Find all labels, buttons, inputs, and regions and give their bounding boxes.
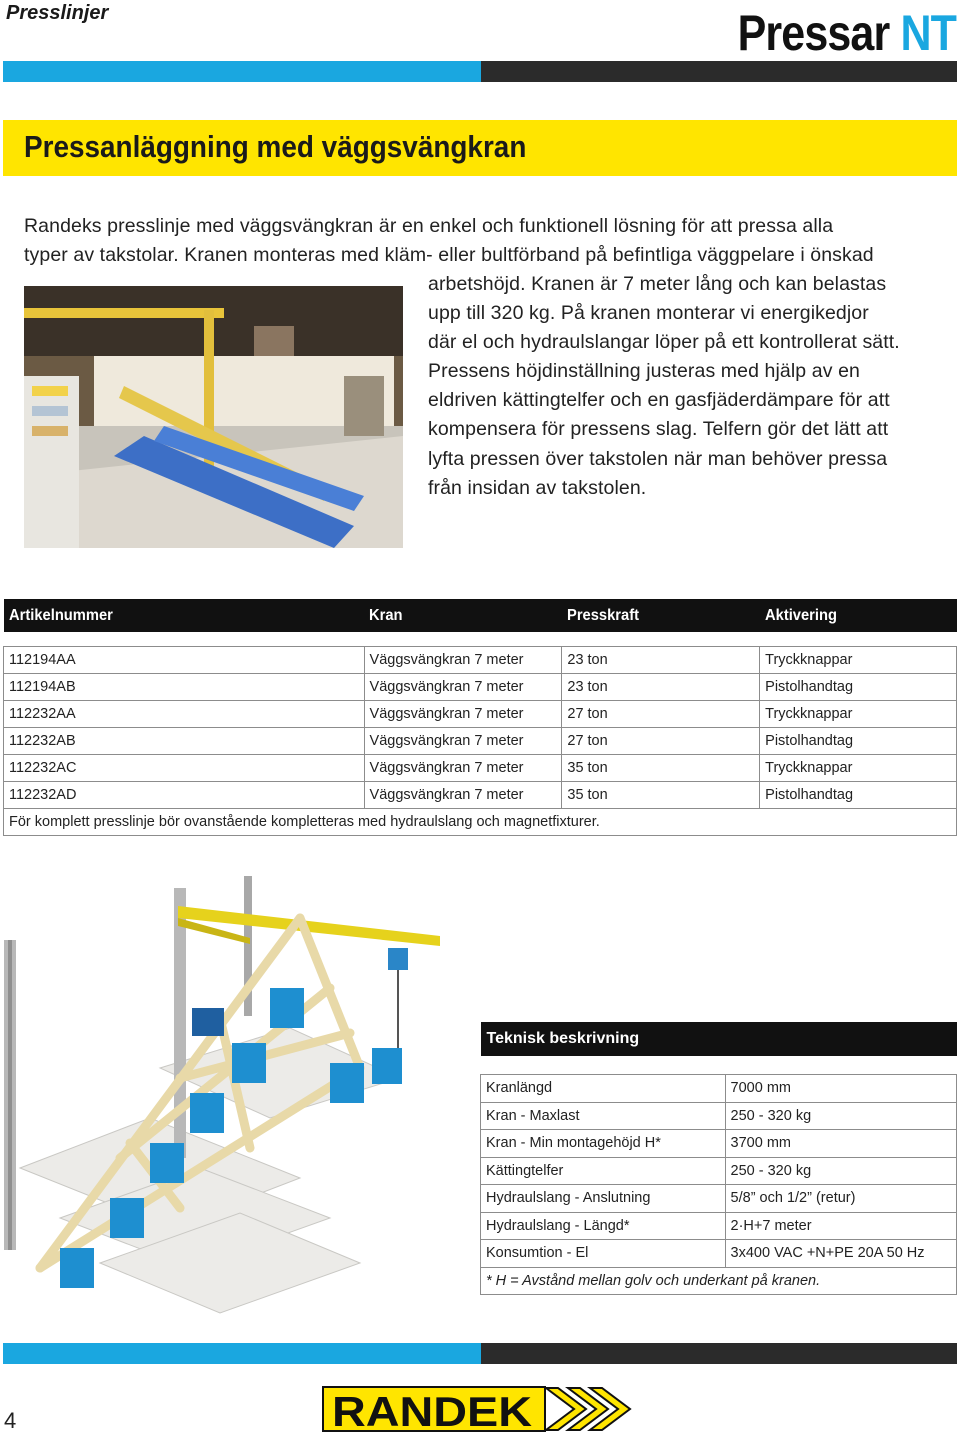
table-cell: 112232AC xyxy=(4,755,365,782)
table-cell: Pistolhandtag xyxy=(760,674,957,701)
table-cell: Väggsvängkran 7 meter xyxy=(364,782,562,809)
tech-spec-label: Kättingtelfer xyxy=(481,1157,726,1185)
table-cell: Väggsvängkran 7 meter xyxy=(364,755,562,782)
tech-spec-header xyxy=(481,1022,957,1056)
column-header xyxy=(364,599,562,632)
tech-spec-label: Hydraulslang - Anslutning xyxy=(481,1185,726,1213)
spec-table xyxy=(3,599,957,836)
intro-line: Randeks presslinje med väggsvängkran är en enkel och funktionell lösning för att pressa alla xyxy=(24,215,834,237)
table-cell: Pistolhandtag xyxy=(760,728,957,755)
tech-spec-note: * H = Avstånd mellan golv och underkant på kranen. xyxy=(481,1267,957,1295)
table-row xyxy=(4,647,957,674)
intro-line: från insidan av takstolen. xyxy=(428,477,647,499)
tech-spec-label: Hydraulslang - Längd* xyxy=(481,1212,726,1240)
brand-title-accent: NT xyxy=(900,5,956,61)
table-row xyxy=(4,755,957,782)
intro-line: kompensera för pressens slag. Telfern gör det lätt att xyxy=(428,418,889,440)
intro-line: typer av takstolar. Kranen monteras med kläm- eller bultförband på befintliga väggpelare i önskad xyxy=(24,244,874,266)
tech-spec-label: Kran - Min montagehöjd H* xyxy=(481,1130,726,1158)
table-cell: 112232AA xyxy=(4,701,365,728)
table-row xyxy=(4,728,957,755)
table-cell: Tryckknappar xyxy=(760,755,957,782)
tech-spec-value: 250 - 320 kg xyxy=(725,1157,956,1185)
column-header-label: Aktivering xyxy=(764,606,837,624)
column-header xyxy=(760,599,957,632)
table-row xyxy=(4,701,957,728)
footer-stripe-blue xyxy=(3,1343,481,1364)
tech-spec-row xyxy=(481,1102,957,1130)
table-cell: Pistolhandtag xyxy=(760,782,957,809)
tech-spec-value: 7000 mm xyxy=(725,1075,956,1103)
table-cell: 112194AB xyxy=(4,674,365,701)
table-cell: Väggsvängkran 7 meter xyxy=(364,647,562,674)
table-cell: Väggsvängkran 7 meter xyxy=(364,701,562,728)
spec-table-header xyxy=(4,599,957,632)
page-number: 4 xyxy=(4,1408,17,1433)
tech-spec-value: 250 - 320 kg xyxy=(725,1102,956,1130)
tech-spec-row xyxy=(481,1075,957,1103)
table-cell: 112194AA xyxy=(4,647,365,674)
header-stripe-blue xyxy=(3,61,481,82)
tech-spec-row xyxy=(481,1185,957,1213)
intro-line: upp till 320 kg. På kranen monterar vi energikedjor xyxy=(428,302,869,324)
header-stripe-dark xyxy=(481,61,957,82)
intro-line: eldriven kättingtelfer och en gasfjäderdämpare för att xyxy=(428,389,890,411)
tech-spec-value: 2·H+7 meter xyxy=(725,1212,956,1240)
tech-spec-value: 5/8” och 1/2” (retur) xyxy=(725,1185,956,1213)
table-cell: Tryckknappar xyxy=(760,701,957,728)
spacer-row xyxy=(481,1056,957,1075)
brand-title xyxy=(738,4,956,62)
tech-spec-label: Kranlängd xyxy=(481,1075,726,1103)
table-cell: 23 ton xyxy=(562,647,760,674)
table-cell: 112232AB xyxy=(4,728,365,755)
table-cell: 112232AD xyxy=(4,782,365,809)
tech-spec-label: Kran - Maxlast xyxy=(481,1102,726,1130)
column-header xyxy=(4,599,365,632)
spacer-row xyxy=(4,632,957,647)
column-header-label: Artikelnummer xyxy=(8,606,113,624)
table-cell: 23 ton xyxy=(562,674,760,701)
tech-spec-row xyxy=(481,1157,957,1185)
table-cell: 35 ton xyxy=(562,782,760,809)
column-header xyxy=(562,599,760,632)
table-cell: Väggsvängkran 7 meter xyxy=(364,728,562,755)
logo-text: RANDEK xyxy=(332,1388,532,1432)
intro-line: där el och hydraulslangar löper på ett kontrollerat sätt. xyxy=(428,331,900,353)
intro-line: lyfta pressen över takstolen när man behöver pressa xyxy=(428,448,888,470)
footer-stripe-dark xyxy=(481,1343,957,1364)
factory-photo xyxy=(24,286,403,548)
intro-line: arbetshöjd. Kranen är 7 meter lång och kan belastas xyxy=(428,273,887,295)
section-label: Presslinjer xyxy=(6,2,109,24)
tech-spec-heading: Teknisk beskrivning xyxy=(481,1022,957,1056)
table-cell: Tryckknappar xyxy=(760,647,957,674)
intro-line: Pressens höjdinställning justeras med hjälp av en xyxy=(428,360,860,382)
tech-spec-note-row xyxy=(481,1267,957,1295)
table-cell: 27 ton xyxy=(562,728,760,755)
table-cell: 27 ton xyxy=(562,701,760,728)
tech-spec-value: 3700 mm xyxy=(725,1130,956,1158)
tech-spec-row xyxy=(481,1240,957,1268)
table-cell: Väggsvängkran 7 meter xyxy=(364,674,562,701)
spacer-cell xyxy=(4,632,957,647)
tech-spec-row xyxy=(481,1130,957,1158)
table-cell: 35 ton xyxy=(562,755,760,782)
spacer-cell xyxy=(481,1056,957,1075)
table-footnote-row xyxy=(4,809,957,836)
tech-spec-table xyxy=(480,1022,957,1295)
page-title: Pressanläggning med väggsvängkran xyxy=(24,129,527,164)
table-row xyxy=(4,782,957,809)
randek-logo xyxy=(322,1386,638,1432)
press-line-diagram xyxy=(0,868,480,1328)
tech-spec-label: Konsumtion - El xyxy=(481,1240,726,1268)
tech-spec-row xyxy=(481,1212,957,1240)
brand-title-main: Pressar xyxy=(737,5,890,61)
column-header-label: Presskraft xyxy=(566,606,639,624)
tech-spec-value: 3x400 VAC +N+PE 20A 50 Hz xyxy=(725,1240,956,1268)
table-row xyxy=(4,674,957,701)
table-footnote: För komplett presslinje bör ovanstående kompletteras med hydraulslang och magnetfixturer. xyxy=(4,809,957,836)
column-header-label: Kran xyxy=(369,606,403,624)
